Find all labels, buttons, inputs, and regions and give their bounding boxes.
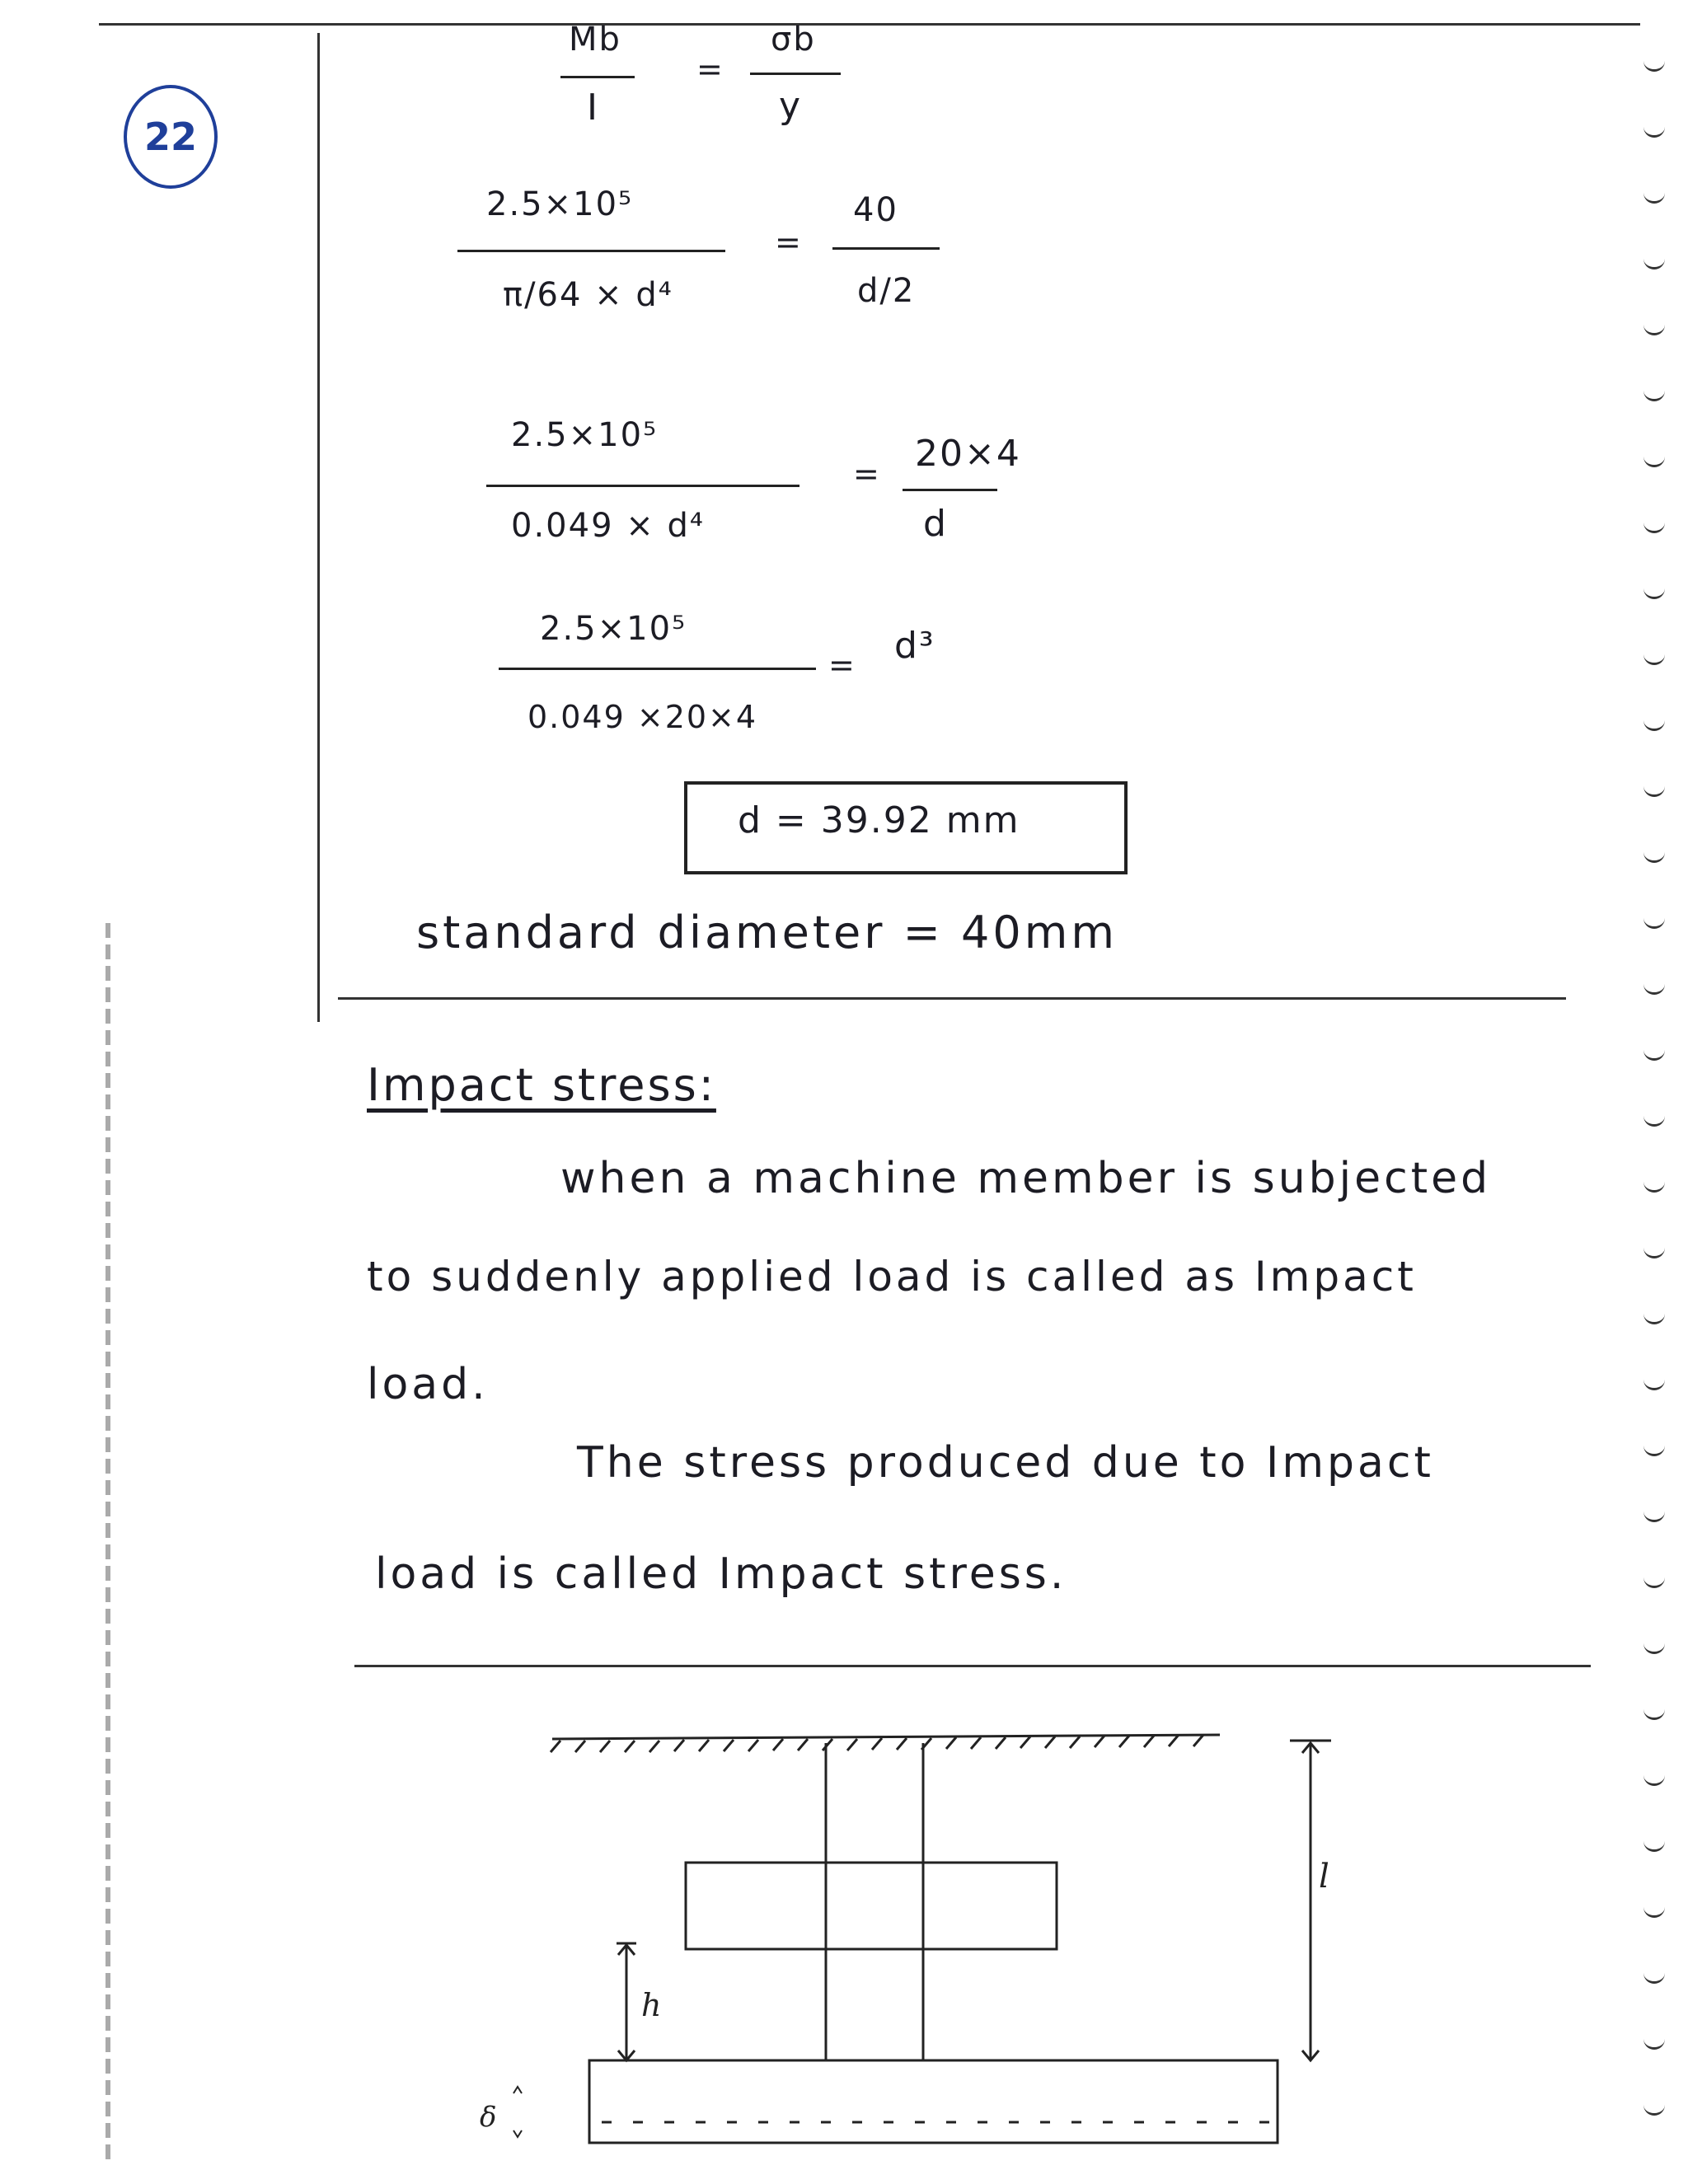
impact-para1-line2: to suddenly applied load is called as Impact bbox=[367, 1253, 1417, 1301]
impact-para1-line1: when a machine member is subjected bbox=[560, 1154, 1492, 1203]
eq3-lhs-den: 0.049 × d⁴ bbox=[511, 507, 705, 545]
eq3-rhs-den: d bbox=[923, 503, 948, 545]
height-dimension bbox=[617, 1943, 636, 2060]
result-text: d = 39.92 mm bbox=[738, 799, 1020, 841]
eq1-rhs-bar bbox=[750, 73, 841, 75]
eq2-equals: = bbox=[775, 224, 803, 260]
eq4-lhs-den: 0.049 ×20×4 bbox=[528, 699, 758, 735]
eq3-lhs-num: 2.5×10⁵ bbox=[511, 416, 659, 454]
falling-weight bbox=[686, 1863, 1057, 1949]
eq1-lhs-bar bbox=[560, 76, 635, 78]
vertical-rod bbox=[826, 1743, 923, 2060]
eq2-rhs-den: d/2 bbox=[857, 272, 916, 310]
section-divider-2 bbox=[354, 1665, 1591, 1667]
eq2-lhs-num: 2.5×10⁵ bbox=[486, 185, 634, 223]
label-delta: δ bbox=[480, 2101, 497, 2134]
eq3-rhs-num: 20×4 bbox=[915, 433, 1021, 475]
length-dimension bbox=[1290, 1741, 1331, 2060]
left-margin-rule bbox=[317, 33, 320, 1022]
impact-heading: Impact stress: bbox=[367, 1059, 716, 1111]
impact-para2-line2: load is called Impact stress. bbox=[375, 1549, 1067, 1599]
eq4-lhs-bar bbox=[499, 668, 816, 670]
deflection-dimension bbox=[513, 2087, 522, 2137]
collar bbox=[589, 2060, 1278, 2143]
impact-para2-line1: The stress produced due to Impact bbox=[577, 1438, 1434, 1488]
eq3-rhs-bar bbox=[903, 489, 997, 491]
label-h: h bbox=[641, 1987, 662, 2023]
standard-diameter: standard diameter = 40mm bbox=[416, 907, 1118, 958]
eq4-equals: = bbox=[828, 647, 856, 683]
eq3-lhs-bar bbox=[486, 485, 799, 487]
eq3-equals: = bbox=[853, 456, 881, 492]
eq2-lhs-bar bbox=[457, 250, 725, 252]
eq1-rhs-den: y bbox=[779, 85, 803, 127]
eq1-lhs-num: Mb bbox=[569, 21, 621, 59]
page-left-edge bbox=[106, 923, 110, 2159]
eq1-lhs-den: I bbox=[587, 87, 599, 129]
impact-para1-line3: load. bbox=[367, 1360, 489, 1409]
eq2-lhs-den: π/64 × d⁴ bbox=[503, 276, 673, 314]
label-l: l bbox=[1319, 1858, 1329, 1896]
section-divider-1 bbox=[338, 997, 1566, 1000]
fixed-support-hatching bbox=[551, 1735, 1220, 1752]
top-rule bbox=[99, 23, 1640, 26]
eq1-equals: = bbox=[696, 51, 724, 87]
eq4-rhs: d³ bbox=[894, 625, 935, 667]
eq2-rhs-num: 40 bbox=[853, 191, 898, 229]
spiral-binding bbox=[1615, 25, 1688, 2184]
eq4-lhs-num: 2.5×10⁵ bbox=[540, 610, 687, 648]
impact-load-figure bbox=[313, 1698, 1385, 2168]
eq2-rhs-bar bbox=[832, 247, 940, 250]
page-number: 22 bbox=[124, 85, 218, 189]
eq1-rhs-num: σb bbox=[771, 21, 816, 59]
